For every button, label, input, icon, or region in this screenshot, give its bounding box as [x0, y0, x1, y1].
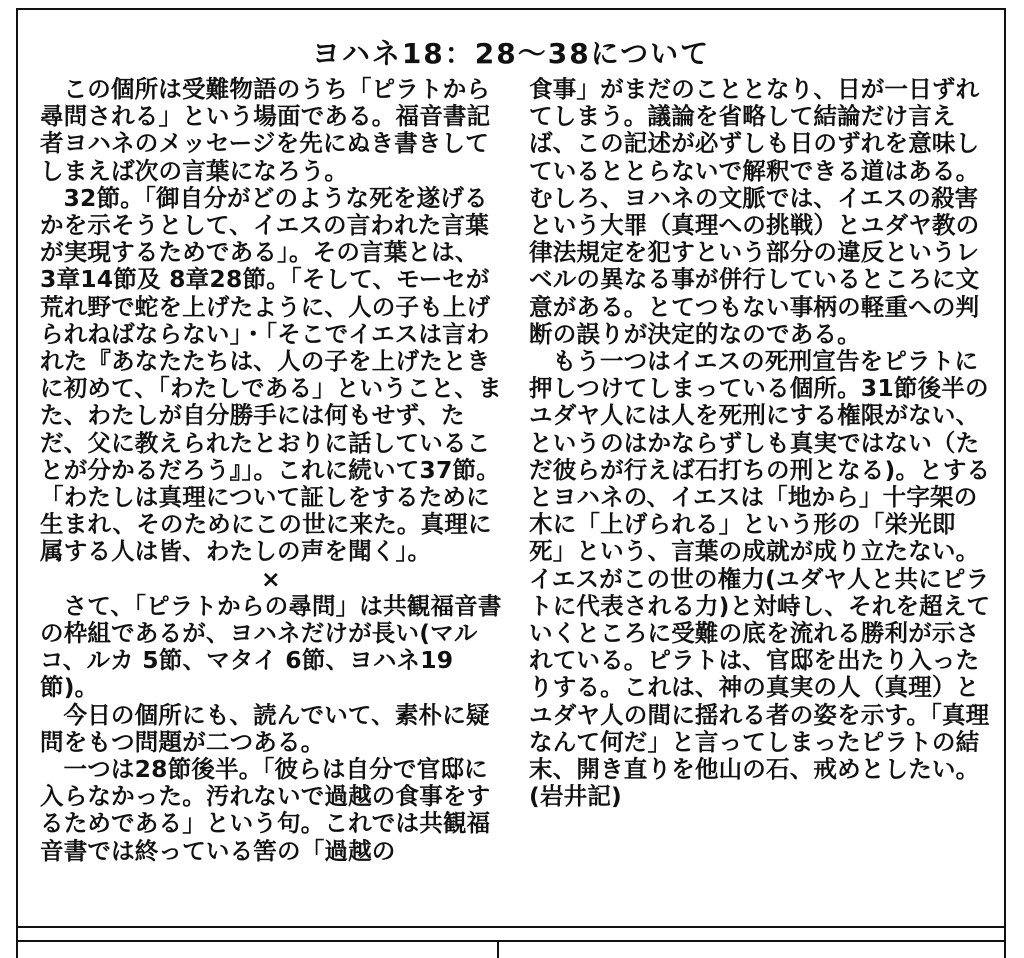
frame-left-edge — [16, 926, 18, 958]
paragraph-first-question: 一つは28節後半。「彼らは自分で官邸に入らなかった。汚れないで過越の食事をするためである」という句。これでは共観福音書では終っている筈の「過越の — [40, 755, 491, 865]
section-separator: × — [261, 564, 281, 593]
right-column — [529, 76, 991, 810]
paragraph-first-question-cont: 食事」がまだのこととなり、日が一日ずれてしまう。議論を省略して結論だけ言えば、この記述が必ずしも日のずれを意味しているととらないで解釈できる道はある。むしろ、ヨハネの文脈では、イエスの殺害という大罪（真理への挑戦）とユダヤ教の律法規定を犯すという部分の違反というレベルの異なる事が併行しているところに文意がある。とてつもない事柄の軽重への判断の誤りが決定的なのである。 — [529, 75, 980, 348]
paragraph-second-question: もう一つはイエスの死刑宣告をピラトに押しつけてしまっている個所。31節後半のユダヤ人には人を死刑にする権限がない、というのはかならずしも真実ではない（ただ彼らが行えば石打ちの刑となる)。とするとヨハネの、イエスは「地から」十字架の木に「上げられる」という形の「栄光即死」という、言葉の成就が成り立たない。イエスがこの世の権力(ユダヤ人と共にピラトに代表される力)と対峙し、それを超えていくところに受難の底を流れる勝利が示されている。ピラトは、官邸を出たり入ったりする。これは、神の真実の人（真理）とユダヤ人の間に揺れる者の姿を示す。「真理なんて何だ」と言ってしまったピラトの結末、開き直りを他山の石、戒めとしたい。 — [529, 347, 991, 784]
paragraph-two-questions: 今日の個所にも、読んでいて、素朴に疑問をもつ問題が二つある。 — [40, 700, 490, 756]
bottom-rule-lower — [16, 940, 1006, 942]
left-column — [40, 76, 502, 865]
paragraph-intro: この個所は受難物語のうち「ピラトから尋問される」という場面である。福音書記者ヨハネのメッセージを先にぬき書きしてしまえば次の言葉になろう。 — [40, 75, 491, 185]
frame-mid-divider — [497, 940, 499, 958]
paragraph-trial-framework: さて、「ピラトからの尋問」は共観福音書の枠組であるが、ヨハネだけが長い(マルコ、ルカ 5節、マタイ 6節、ヨハネ19節)。 — [40, 591, 502, 702]
article-title: ヨハネ18：28～38について — [311, 37, 711, 70]
frame-right-edge — [1004, 926, 1006, 958]
paragraph-verse32: 32節。「御自分がどのような死を遂げるかを示そうとして、イエスの言われた言葉が実現するためである」。その言葉とは、 3章14節及 8章28節。「そして、モーセが荒れ野で蛇を上げたように、人の子も上げられねばならない」・「そこでイエスは言われた『あなたたちは、人の子を上げたときに初めて、「わたしである」ということ、また、わたしが自分勝手には何もせず、ただ、父に教えられたとおりに話していることが分かるだろう』」。これに続いて37節。「わたしは真理について証しをするために生まれ、そのためにこの世に来た。真理に属する人は皆、わたしの声を聞く」。 — [40, 183, 502, 566]
author-signature: (岩井記) — [529, 782, 622, 811]
bottom-rule — [16, 926, 1006, 928]
